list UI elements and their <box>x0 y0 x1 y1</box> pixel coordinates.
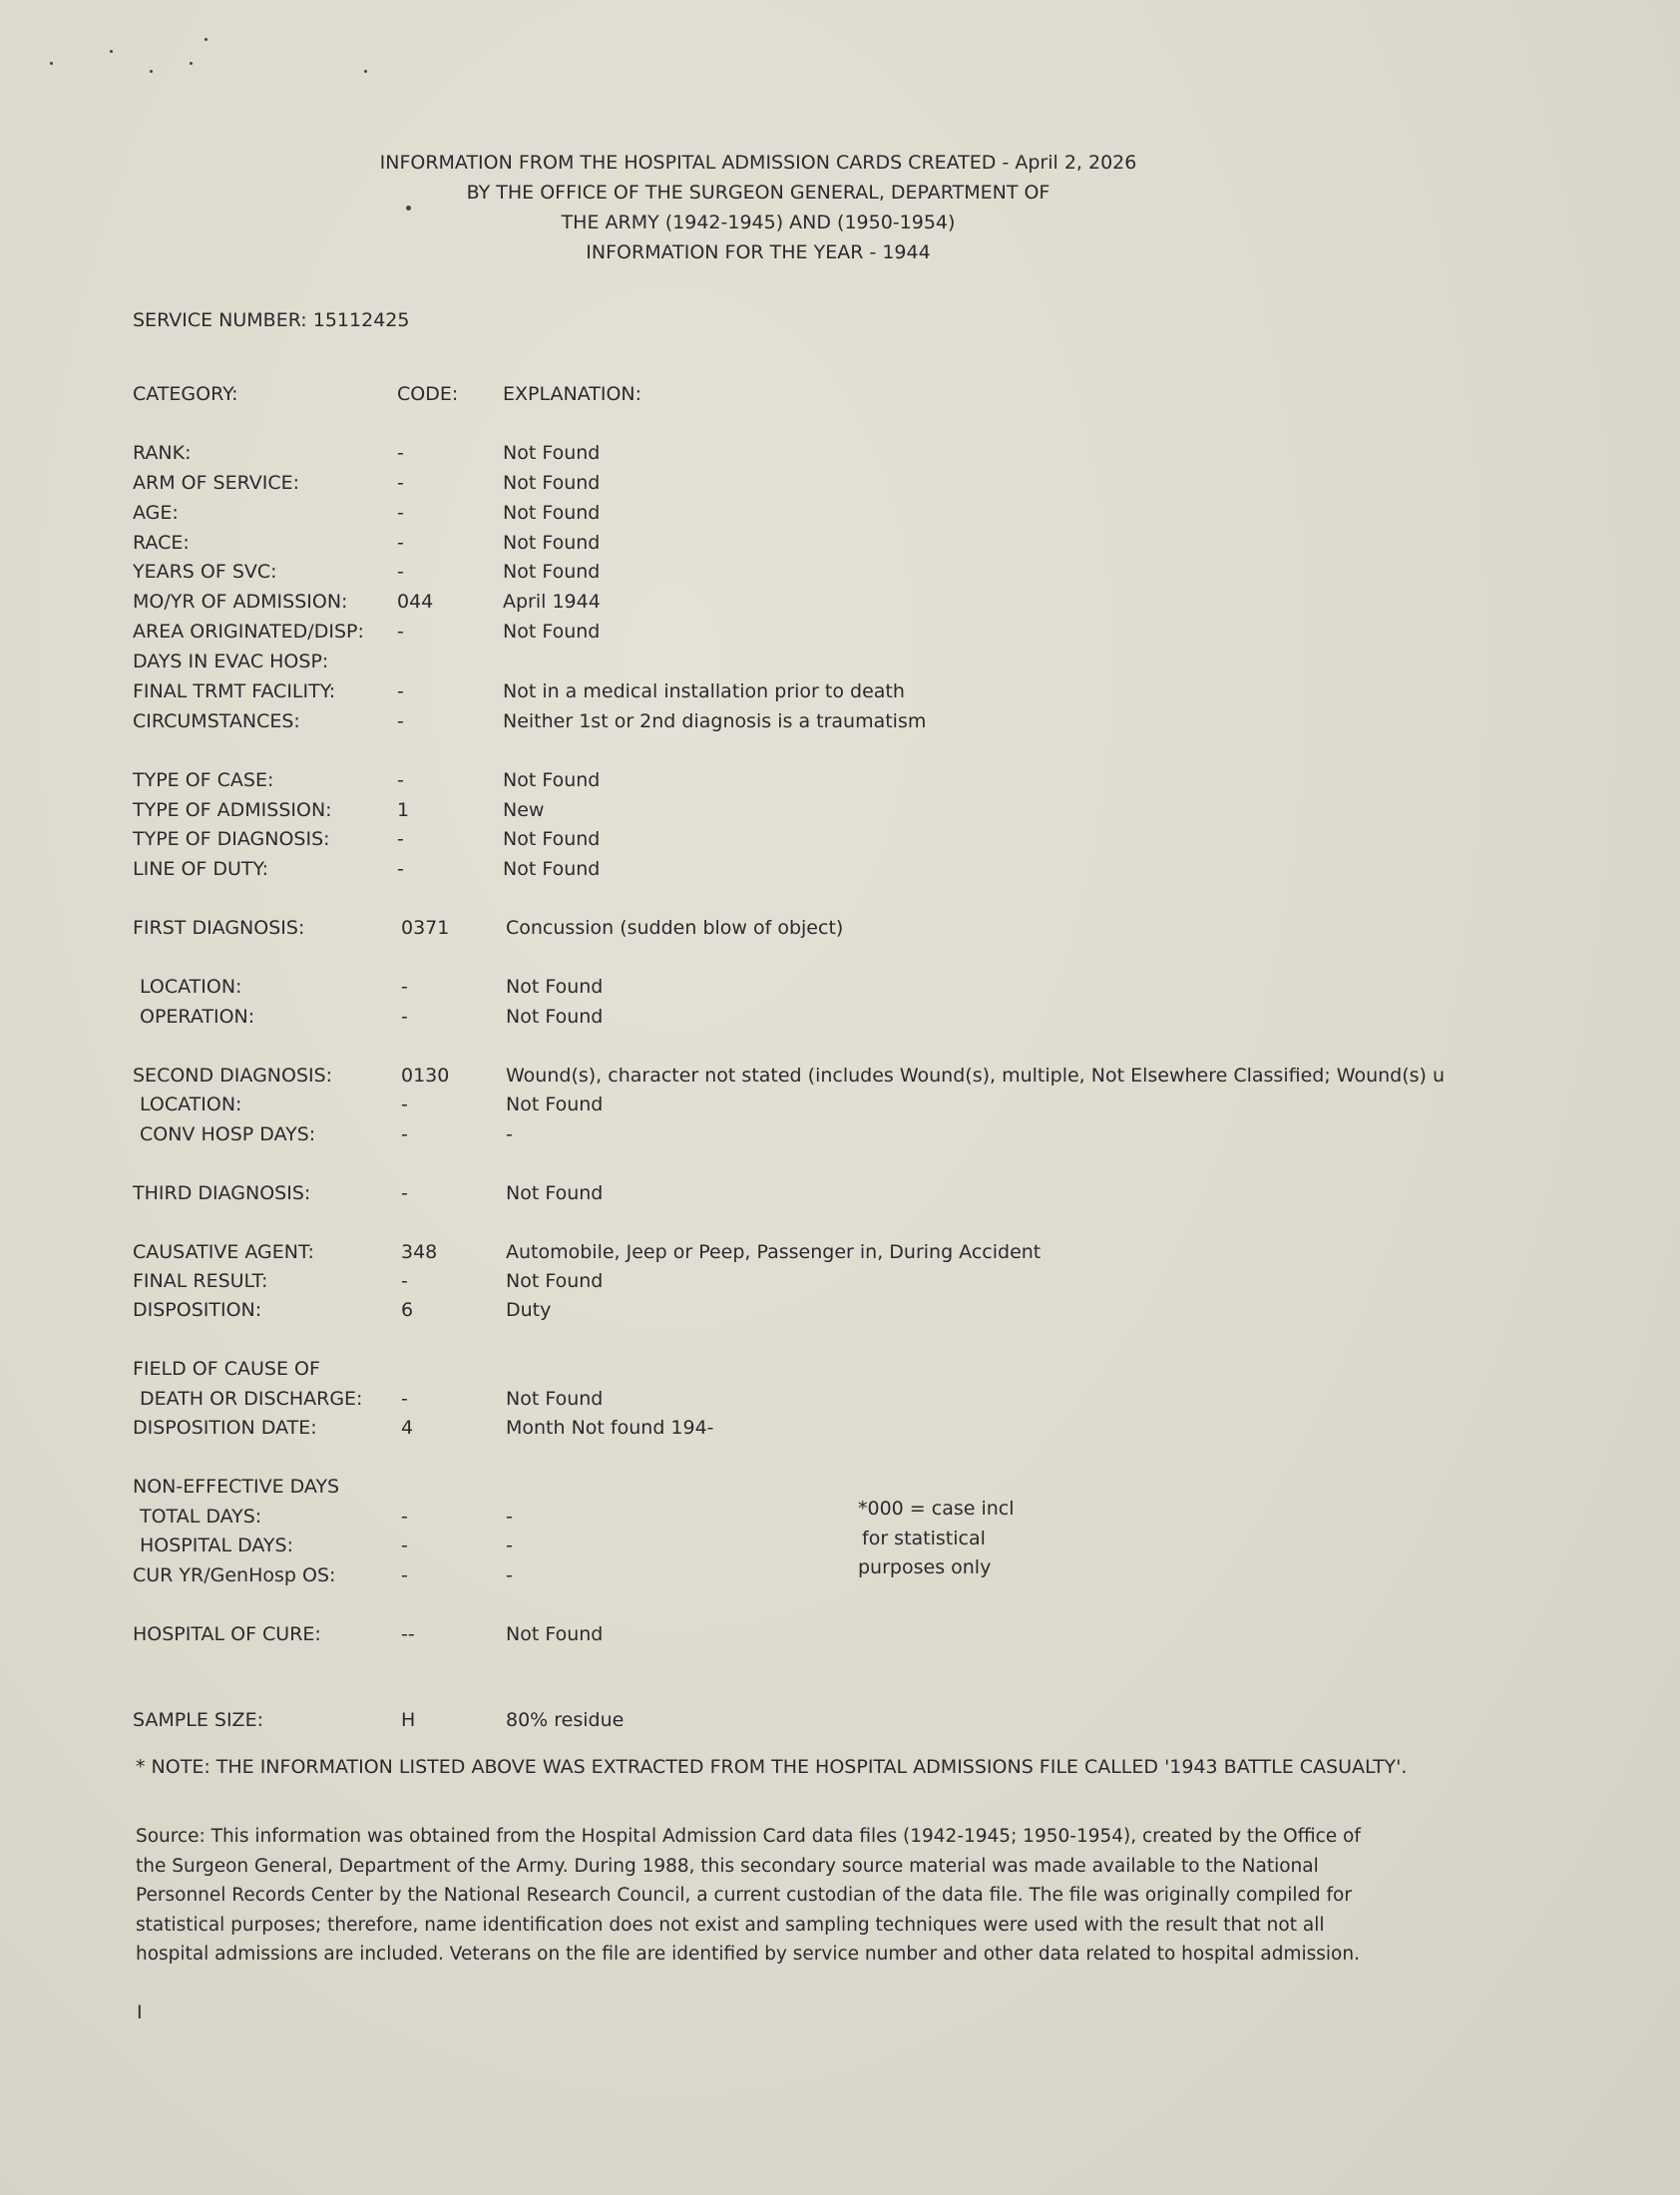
table-row <box>0 1472 1680 1502</box>
row-category: CAUSATIVE AGENT: <box>133 1241 314 1263</box>
side-note-line: purposes only <box>858 1556 992 1578</box>
row-code: - <box>397 561 404 583</box>
table-row <box>0 1237 1680 1267</box>
row-explanation: Not Found <box>503 769 601 791</box>
row-code: - <box>401 1094 408 1115</box>
row-code: -- <box>401 1623 415 1645</box>
table-row <box>0 617 1680 647</box>
paper-speck <box>190 62 193 65</box>
row-code: H <box>401 1709 416 1731</box>
row-category: LOCATION: <box>140 976 242 998</box>
row-category: DEATH OR DISCHARGE: <box>140 1388 363 1410</box>
row-explanation: Month Not found 194- <box>506 1417 714 1439</box>
table-row <box>0 468 1680 498</box>
row-code: - <box>401 1006 408 1028</box>
row-category: AREA ORIGINATED/DISP: <box>133 621 364 643</box>
header-line: THE ARMY (1942-1945) AND (1950-1954) <box>561 212 956 233</box>
row-explanation: Not Found <box>506 1623 604 1645</box>
row-explanation: Wound(s), character not stated (includes Wound(s), multiple, Not Elsewhere Classified; Wound(s) u <box>506 1065 1446 1087</box>
row-category: MO/YR OF ADMISSION: <box>133 591 348 613</box>
row-explanation: Not in a medical installation prior to death <box>503 680 905 702</box>
row-code: - <box>401 1506 408 1528</box>
row-explanation: Not Found <box>506 976 604 998</box>
row-category: ARM OF SERVICE: <box>133 472 300 494</box>
column-header-explanation: EXPLANATION: <box>503 383 642 405</box>
table-row <box>0 1002 1680 1032</box>
row-explanation: Not Found <box>503 621 601 643</box>
row-code: - <box>397 442 404 464</box>
table-row <box>0 824 1680 854</box>
page-mark: I <box>137 2001 143 2023</box>
row-code: 044 <box>397 591 434 613</box>
row-explanation: Not Found <box>503 532 601 554</box>
row-category: TYPE OF CASE: <box>133 769 274 791</box>
table-row <box>0 587 1680 617</box>
row-code: - <box>397 710 404 732</box>
row-explanation: - <box>506 1535 513 1556</box>
row-code: - <box>397 680 404 702</box>
header-line: BY THE OFFICE OF THE SURGEON GENERAL, DEPARTMENT OF <box>466 182 1050 204</box>
source-paragraph: Source: This information was obtained from the Hospital Admission Card data files (1942-1945; 1950-1954), created by the Office of the Surgeon General, Department of the Army. During 1988, this secondary source material was made available to the National Personnel Records Center by the National Research Council, a current custodian of the data file. The file was originally compiled for statistical purposes; therefore, name identification does not exist and sampling techniques were used with the result that not all hospital admissions are included. Veterans on the file are identified by service number and other data related to hospital admission. <box>136 1826 1361 1965</box>
row-explanation: - <box>506 1123 513 1145</box>
row-code: - <box>401 1270 408 1292</box>
service-number: SERVICE NUMBER: 15112425 <box>133 309 410 331</box>
row-explanation: Not Found <box>503 858 601 880</box>
table-row <box>0 1354 1680 1384</box>
table-row <box>0 972 1680 1002</box>
row-code: 0130 <box>401 1065 450 1087</box>
row-code: - <box>397 769 404 791</box>
table-row <box>0 1061 1680 1091</box>
row-category: FINAL RESULT: <box>133 1270 268 1292</box>
paper-speck <box>205 38 208 41</box>
paper-speck <box>150 70 153 73</box>
row-explanation: Not Found <box>503 828 601 850</box>
extraction-note: * NOTE: THE INFORMATION LISTED ABOVE WAS EXTRACTED FROM THE HOSPITAL ADMISSIONS FILE CALLED '1943 BATTLE CASUALTY'. <box>136 1756 1408 1778</box>
paper-speck <box>50 62 53 65</box>
row-code: - <box>401 976 408 998</box>
table-row <box>0 913 1680 943</box>
table-row <box>0 1119 1680 1149</box>
row-code: 4 <box>401 1417 414 1439</box>
row-category: YEARS OF SVC: <box>133 561 277 583</box>
table-row <box>0 1266 1680 1296</box>
row-explanation: Not Found <box>506 1094 604 1115</box>
row-code: 0371 <box>401 917 450 939</box>
table-row <box>0 1384 1680 1414</box>
row-code: - <box>401 1564 408 1586</box>
row-explanation: Not Found <box>503 472 601 494</box>
row-explanation: Not Found <box>506 1270 604 1292</box>
row-category: DAYS IN EVAC HOSP: <box>133 651 329 672</box>
row-category: FIRST DIAGNOSIS: <box>133 917 305 939</box>
row-explanation: Concussion (sudden blow of object) <box>506 917 844 939</box>
row-category: RACE: <box>133 532 190 554</box>
table-row <box>0 795 1680 825</box>
row-explanation: Neither 1st or 2nd diagnosis is a traumatism <box>503 710 927 732</box>
table-row <box>0 1413 1680 1443</box>
row-category: TOTAL DAYS: <box>140 1506 262 1528</box>
row-category: RANK: <box>133 442 192 464</box>
row-category: DISPOSITION DATE: <box>133 1417 317 1439</box>
side-note-line: for statistical <box>862 1527 986 1549</box>
table-row <box>0 498 1680 528</box>
table-row <box>0 528 1680 558</box>
table-row <box>0 676 1680 706</box>
row-code: - <box>401 1388 408 1410</box>
row-code: - <box>401 1535 408 1556</box>
row-explanation: 80% residue <box>506 1709 625 1731</box>
row-code: 348 <box>401 1241 438 1263</box>
column-header-code: CODE: <box>397 383 459 405</box>
row-code: 1 <box>397 799 410 821</box>
row-explanation: Not Found <box>503 561 601 583</box>
paper-speck <box>110 50 113 53</box>
row-category: LOCATION: <box>140 1094 242 1115</box>
row-category: NON-EFFECTIVE DAYS <box>133 1476 340 1498</box>
row-category: CUR YR/GenHosp OS: <box>133 1564 336 1586</box>
table-row <box>0 1178 1680 1208</box>
row-explanation: Automobile, Jeep or Peep, Passenger in, During Accident <box>506 1241 1042 1263</box>
table-row <box>0 557 1680 587</box>
table-row <box>0 1619 1680 1649</box>
table-row <box>0 1502 1680 1532</box>
side-note-line: *000 = case incl <box>858 1498 1015 1520</box>
row-explanation: Not Found <box>506 1006 604 1028</box>
table-row <box>0 1295 1680 1325</box>
row-category: TYPE OF DIAGNOSIS: <box>133 828 330 850</box>
column-header-category: CATEGORY: <box>133 383 238 405</box>
row-category: DISPOSITION: <box>133 1299 262 1321</box>
table-row <box>0 1531 1680 1560</box>
row-explanation: Duty <box>506 1299 552 1321</box>
table-row <box>0 438 1680 468</box>
table-row <box>0 1705 1680 1735</box>
row-code: - <box>397 828 404 850</box>
header-line: INFORMATION FROM THE HOSPITAL ADMISSION CARDS CREATED - April 2, 2026 <box>379 152 1137 174</box>
row-category: HOSPITAL DAYS: <box>140 1535 294 1556</box>
table-row <box>0 706 1680 736</box>
row-code: - <box>401 1182 408 1204</box>
row-category: SECOND DIAGNOSIS: <box>133 1065 333 1087</box>
row-category: LINE OF DUTY: <box>133 858 268 880</box>
row-code: - <box>397 858 404 880</box>
row-explanation: Not Found <box>506 1182 604 1204</box>
row-explanation: Not Found <box>503 442 601 464</box>
row-category: HOSPITAL OF CURE: <box>133 1623 321 1645</box>
row-code: - <box>397 621 404 643</box>
side-note <box>858 1495 1015 1583</box>
row-code: - <box>401 1123 408 1145</box>
table-row <box>0 765 1680 795</box>
row-code: - <box>397 502 404 524</box>
table-row <box>0 854 1680 884</box>
row-category: FINAL TRMT FACILITY: <box>133 680 336 702</box>
row-category: TYPE OF ADMISSION: <box>133 799 332 821</box>
column-headers <box>0 379 1680 409</box>
row-category: SAMPLE SIZE: <box>133 1709 263 1731</box>
row-category: CIRCUMSTANCES: <box>133 710 300 732</box>
row-category: THIRD DIAGNOSIS: <box>133 1182 311 1204</box>
row-category: CONV HOSP DAYS: <box>140 1123 316 1145</box>
row-explanation: - <box>506 1506 513 1528</box>
row-explanation: New <box>503 799 545 821</box>
row-category: AGE: <box>133 502 179 524</box>
table-row <box>0 1560 1680 1590</box>
row-category: OPERATION: <box>140 1006 255 1028</box>
row-explanation: Not Found <box>503 502 601 524</box>
row-code: - <box>397 472 404 494</box>
row-category: FIELD OF CAUSE OF <box>133 1358 320 1380</box>
row-explanation: April 1944 <box>503 591 601 613</box>
header-line: INFORMATION FOR THE YEAR - 1944 <box>586 241 931 263</box>
document-header <box>0 148 1516 267</box>
table-row <box>0 1090 1680 1119</box>
row-explanation: Not Found <box>506 1388 604 1410</box>
paper-speck <box>364 70 367 73</box>
row-code: 6 <box>401 1299 414 1321</box>
table-row <box>0 647 1680 676</box>
row-code: - <box>397 532 404 554</box>
row-explanation: - <box>506 1564 513 1586</box>
